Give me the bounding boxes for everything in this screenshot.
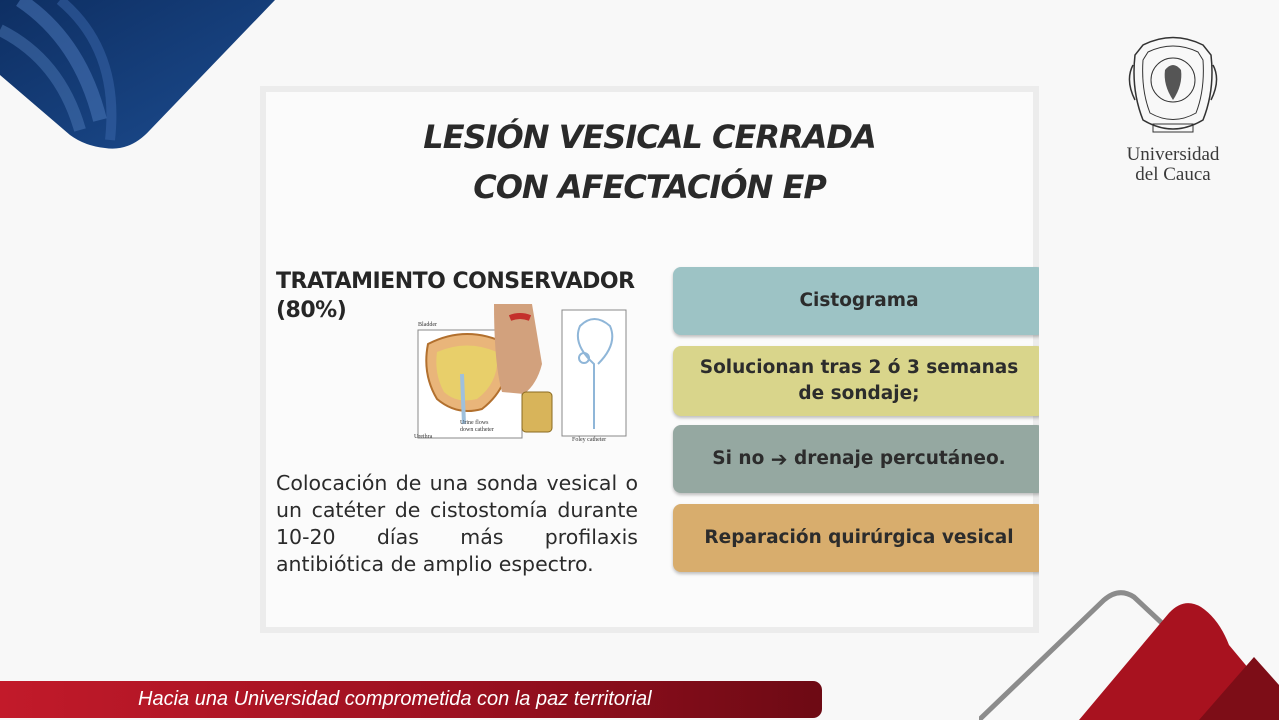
step-box-drenaje-suffix: drenaje percutáneo. [793, 448, 1006, 469]
step-box-cistograma [673, 267, 1039, 335]
university-name-line2: del Cauca [1135, 164, 1211, 185]
slide-title-line2: CON AFECTACIÓN EP [473, 168, 826, 206]
corner-decoration-top-left [0, 0, 280, 155]
slide-panel [266, 92, 1033, 627]
treatment-heading-line2: (80%) [276, 298, 347, 323]
footer-banner [0, 681, 822, 718]
university-logo [1118, 30, 1228, 185]
step-box-reparacion-text: Reparación quirúrgica vesical [704, 527, 1014, 548]
slide-title-line1: LESIÓN VESICAL CERRADA [423, 118, 876, 156]
step-box-drenaje-prefix: Si no [712, 448, 765, 469]
step-box-sondaje-text: Solucionan tras 2 ó 3 semanas de sondaje; [699, 357, 1019, 404]
university-name-line1: Universidad [1126, 144, 1220, 165]
step-box-sondaje [673, 346, 1039, 416]
step-box-cistograma-text: Cistograma [799, 290, 919, 311]
arrow-right-icon: ➔ [770, 447, 788, 471]
label-urethra: Urethra [414, 434, 433, 440]
label-foley-catheter: Foley catheter [572, 437, 607, 443]
footer-slogan: Hacia una Universidad comprometida con la paz territorial [138, 688, 652, 710]
label-bladder: Bladder [418, 322, 437, 328]
catheter-illustration [412, 304, 632, 444]
step-box-drenaje [673, 425, 1039, 493]
step-box-reparacion [673, 504, 1039, 572]
label-urine-flows: Urine flows [460, 420, 489, 426]
treatment-heading-line1: TRATAMIENTO CONSERVADOR [276, 269, 635, 294]
treatment-description: Colocación de una sonda vesical o un catéter de cistostomía durante 10-20 días más profilaxis antibiótica de amplio espectro. [276, 471, 638, 576]
slide-image [260, 86, 1039, 633]
slide-title [266, 112, 1033, 212]
label-down-catheter: down catheter [460, 427, 494, 433]
university-seal-icon [1123, 30, 1223, 140]
